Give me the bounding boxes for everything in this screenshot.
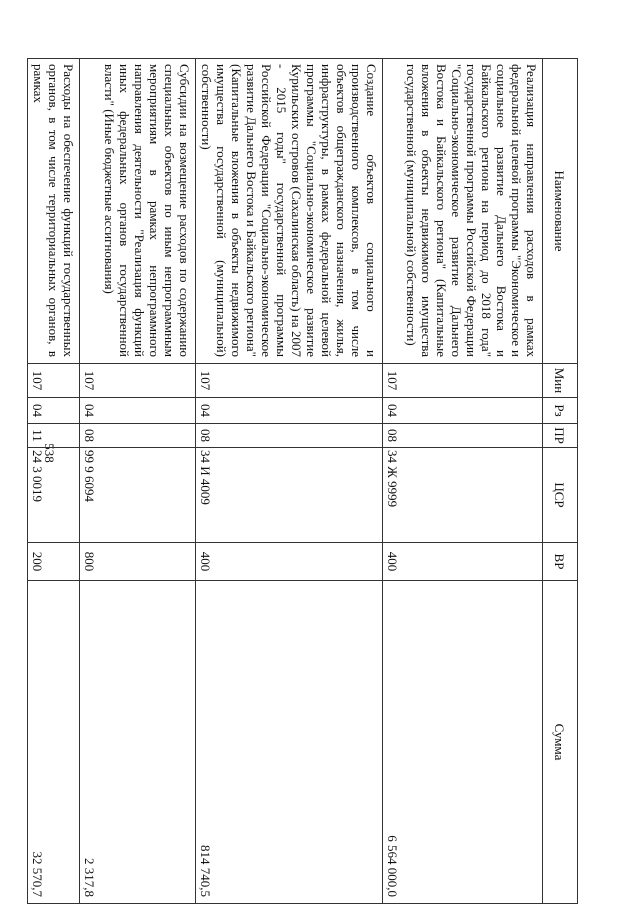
row-csr: 99 9 6094: [80, 448, 196, 543]
budget-table: [27, 58, 578, 904]
table-row: [196, 59, 383, 904]
header-vr: ВР: [543, 543, 578, 581]
header-sum: Сумма: [543, 581, 578, 904]
row-vr: 400: [196, 543, 383, 581]
header-pr: ПР: [543, 424, 578, 448]
row-csr: 34 И 4009: [196, 448, 383, 543]
row-name: Расходы на обеспечение функций государственных органов, в том числе территориальных органов, в рамках: [28, 59, 80, 364]
row-min: 107: [196, 364, 383, 398]
row-min: 107: [383, 364, 543, 398]
row-name: Субсидии на возмещение расходов по содержанию специальных объектов по иным непрограммным мероприятиям в рамках непрограммного направления деятельности "Реализация функций иных федеральных органов государственной власти" (Иные бюджетные ассигнования): [80, 59, 196, 364]
table-row: [28, 59, 80, 904]
header-min: Мин: [543, 364, 578, 398]
row-vr: 400: [383, 543, 543, 581]
row-csr: 24 3 0019: [28, 448, 80, 543]
row-name: Создание объектов социального и производственного комплексов, в том числе объектов общегражданского назначения, жилья, инфраструктуры, в рамках федеральной целевой программы "Социально-экономическое развитие Курильских островов (Сахалинская область) на 2007 - 2015 годы" государственной программы Российской Федерации "Социально-экономическое развитие Дальнего Востока и Байкальского региона" (Капитальные вложения в объекты недвижимого имущества государственной (муниципальной) собственности): [196, 59, 383, 364]
row-vr: 800: [80, 543, 196, 581]
row-sum: 6 564 000,0: [383, 581, 543, 904]
row-rz: 04: [28, 398, 80, 424]
row-rz: 04: [196, 398, 383, 424]
row-vr: 200: [28, 543, 80, 581]
row-rz: 04: [80, 398, 196, 424]
table-header: [543, 59, 578, 904]
row-pr: 08: [80, 424, 196, 448]
header-rz: Рз: [543, 398, 578, 424]
row-name: Реализация направления расходов в рамках федеральной целевой программы "Экономическое и социальное развитие Дальнего Востока и Байкальского региона на период до 2018 года" государственной программы Российской Федерации "Социально-экономическое развитие Дальнего Востока и Байкальского региона" (Капитальные вложения в объекты недвижимого имущества государственной (муниципальной) собственности): [383, 59, 543, 364]
header-csr: ЦСР: [543, 448, 578, 543]
page-number: 538: [42, 443, 57, 463]
row-sum: 814 740,5: [196, 581, 383, 904]
row-rz: 04: [383, 398, 543, 424]
row-csr: 34 Ж 9999: [383, 448, 543, 543]
table-row: [383, 59, 543, 904]
row-min: 107: [28, 364, 80, 398]
row-pr: 11: [28, 424, 80, 448]
row-sum: 2 317,8: [80, 581, 196, 904]
header-name: Наименование: [543, 59, 578, 364]
row-min: 107: [80, 364, 196, 398]
row-pr: 08: [383, 424, 543, 448]
row-pr: 08: [196, 424, 383, 448]
row-sum: 32 570,7: [28, 581, 80, 904]
table-row: [80, 59, 196, 904]
